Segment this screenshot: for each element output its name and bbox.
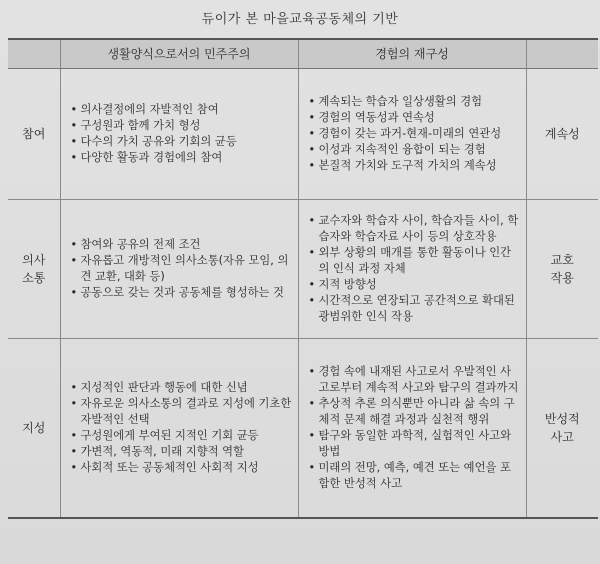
list-item: • 사회적 또는 공동체적인 사회적 지성	[71, 460, 294, 476]
list-item: • 외부 상황의 매개를 통한 활동이나 인간의 인식 과정 자체	[309, 245, 522, 277]
list-item: • 구성원에게 부여된 지적인 기회 균등	[71, 428, 294, 444]
list-item: • 참여와 공유의 전제 조건	[71, 237, 294, 253]
list-item: • 교수자와 학습자 사이, 학습자들 사이, 학습자와 학습자료 사이 등의 상호작용	[309, 213, 522, 245]
table-row	[8, 339, 598, 519]
list-item: • 구성원과 함께 가치 형성	[71, 118, 294, 134]
header-experience: 경험의 재구성	[298, 39, 526, 69]
header-empty-right	[526, 39, 598, 69]
list-item: • 지적 방향성	[309, 277, 522, 293]
experience-cell	[298, 69, 526, 200]
term-cell: 계속성	[526, 69, 598, 200]
list-item: • 경험의 역동성과 연속성	[309, 110, 522, 126]
list-item: • 탐구와 동일한 과학적, 실험적인 사고와 방법	[309, 428, 522, 460]
list-item: • 이성과 지속적인 융합이 되는 경험	[309, 142, 522, 158]
list-item: • 의사결정에의 자발적인 참여	[71, 102, 294, 118]
table-caption: 듀이가 본 마을교육공동체의 기반	[201, 12, 399, 27]
democracy-cell	[60, 69, 298, 200]
list-item: • 추상적 추론 의식뿐만 아니라 삶 속의 구체적 문제 해결 과정과 실천적 행위	[309, 396, 522, 428]
list-item: • 가변적, 역동적, 미래 지향적 역할	[71, 444, 294, 460]
list-item: • 다양한 활동과 경험에의 참여	[71, 150, 294, 166]
row-label: 참여	[8, 69, 60, 200]
header-row	[8, 39, 598, 69]
term-cell: 반성적 사고	[526, 339, 598, 519]
table-row	[8, 200, 598, 339]
list-item: • 미래의 전망, 예측, 예견 또는 예언을 포함한 반성적 사고	[309, 460, 522, 492]
list-item: • 자유롭고 개방적인 의사소통(자유 모임, 의견 교환, 대화 등)	[71, 253, 294, 285]
democracy-cell	[60, 339, 298, 519]
header-democracy: 생활양식으로서의 민주주의	[60, 39, 298, 69]
democracy-cell	[60, 200, 298, 339]
table-row	[8, 69, 598, 200]
list-item: • 경험 속에 내재된 사고로서 우발적인 사고로부터 계속적 사고와 탐구의 결과까지	[309, 364, 522, 396]
experience-cell	[298, 339, 526, 519]
list-item: • 계속되는 학습자 일상생활의 경험	[309, 94, 522, 110]
dewey-foundation-table	[8, 38, 598, 519]
list-item: • 시간적으로 연장되고 공간적으로 확대된 광범위한 인식 작용	[309, 293, 522, 325]
experience-cell	[298, 200, 526, 339]
list-item: • 자유로운 의사소통의 결과로 지성에 기초한 자발적인 선택	[71, 396, 294, 428]
list-item: • 본질적 가치와 도구적 가치의 계속성	[309, 158, 522, 174]
header-empty-left	[8, 39, 60, 69]
list-item: • 지성적인 판단과 행동에 대한 신념	[71, 380, 294, 396]
list-item: • 다수의 가치 공유와 기회의 균등	[71, 134, 294, 150]
row-label: 의사 소통	[8, 200, 60, 339]
list-item: • 경험이 갖는 과거-현재-미래의 연관성	[309, 126, 522, 142]
term-cell: 교호 작용	[526, 200, 598, 339]
row-label: 지성	[8, 339, 60, 519]
list-item: • 공동으로 갖는 것과 공동체를 형성하는 것	[71, 285, 294, 301]
